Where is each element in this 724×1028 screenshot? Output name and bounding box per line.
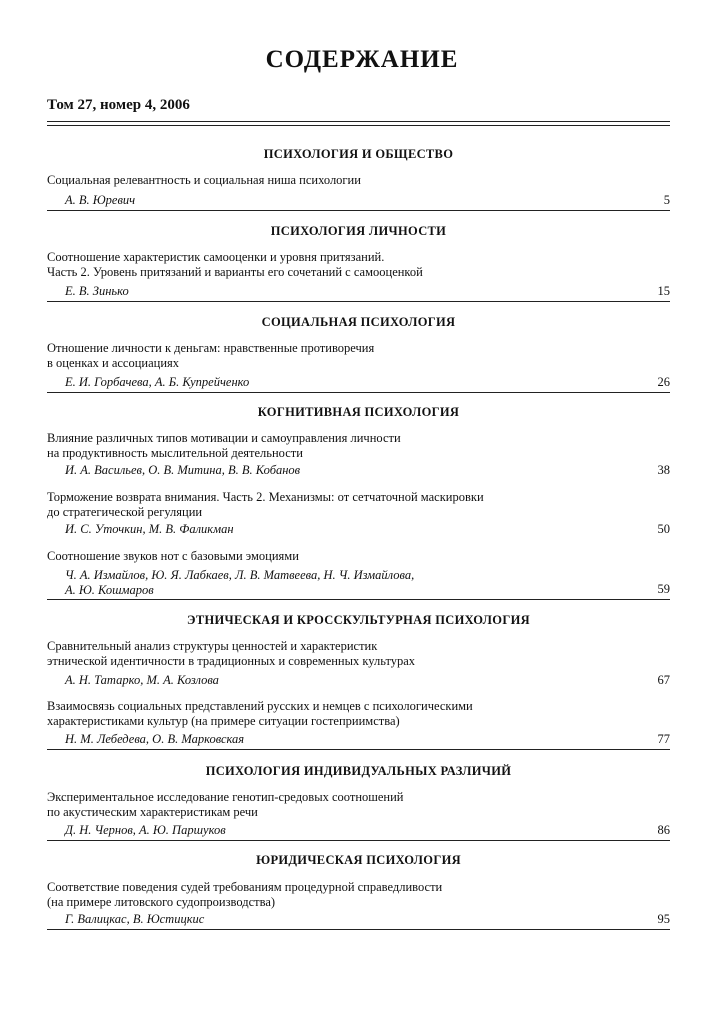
article-authors: А. Н. Татарко, М. А. Козлова [65,673,219,687]
article-page: 67 [657,673,670,687]
divider [47,599,670,600]
article-page: 50 [657,522,670,536]
divider [47,210,670,211]
article-authors: И. С. Уточкин, М. В. Фаликман [65,522,234,536]
section-heading: ПСИХОЛОГИЯ ЛИЧНОСТИ [270,224,447,238]
article-title: Торможение возврата внимания. Часть 2. Механизмы: от сетчаточной маскировки до стратегической регуляции [47,490,484,519]
section-heading: ЭТНИЧЕСКАЯ И КРОССКУЛЬТУРНАЯ ПСИХОЛОГИЯ [187,613,530,627]
volume-info: Том 27, номер 4, 2006 [47,97,190,113]
section-heading: ПСИХОЛОГИЯ ИНДИВИДУАЛЬНЫХ РАЗЛИЧИЙ [205,764,512,778]
article-page: 59 [657,582,670,596]
article-authors: И. А. Васильев, О. В. Митина, В. В. Кобанов [65,463,301,477]
article-authors: Е. И. Горбачева, А. Б. Купрейченко [65,375,250,389]
section-heading: СОЦИАЛЬНАЯ ПСИХОЛОГИЯ [261,315,456,329]
article-title: Экспериментальное исследование генотип-средовых соотношений по акустическим характеристикам речи [47,790,404,819]
divider [47,840,670,841]
article-authors: Е. В. Зинько [65,284,129,298]
article-page: 38 [657,463,670,477]
article-page: 95 [657,912,670,926]
article-title: Социальная релевантность и социальная ниша психологии [47,173,361,187]
divider [47,929,670,930]
header-double-rule [47,121,670,126]
article-page: 77 [657,732,670,746]
section-heading: КОГНИТИВНАЯ ПСИХОЛОГИЯ [257,405,460,419]
article-title: Сравнительный анализ структуры ценностей и характеристик этнической идентичности в традиционных и современных культурах [47,639,416,668]
divider [47,392,670,393]
divider [47,749,670,750]
article-authors: Г. Валицкас, В. Юстицкис [65,912,205,926]
article-authors: А. В. Юревич [65,193,136,207]
page-title: СОДЕРЖАНИЕ [265,46,459,73]
article-page: 15 [657,284,670,298]
article-title: Отношение личности к деньгам: нравственные противоречия в оценках и ассоциациях [47,341,375,370]
article-page: 86 [657,823,670,837]
article-authors: Ч. А. Измайлов, Ю. Я. Лабкаев, Л. В. Матвеева, Н. Ч. Измайлова, А. Ю. Кошмаров [65,568,415,597]
section-heading: ПСИХОЛОГИЯ И ОБЩЕСТВО [263,147,454,161]
article-authors: Д. Н. Чернов, А. Ю. Паршуков [65,823,226,837]
article-page: 26 [657,375,670,389]
article-page: 5 [663,193,670,207]
article-title: Соотношение характеристик самооценки и уровня притязаний. Часть 2. Уровень притязаний и варианты его сочетаний с самооценкой [47,250,423,279]
divider [47,301,670,302]
article-title: Соответствие поведения судей требованиям процедурной справедливости (на примере литовского судопроизводства) [47,880,443,909]
article-title: Влияние различных типов мотивации и самоуправления личности на продуктивность мыслительной деятельности [47,431,401,460]
article-authors: Н. М. Лебедева, О. В. Марковская [65,732,245,746]
section-heading: ЮРИДИЧЕСКАЯ ПСИХОЛОГИЯ [256,853,461,867]
article-title: Взаимосвязь социальных представлений русских и немцев с психологическими характеристиками культур (на примере ситуации гостеприимства) [47,699,473,728]
article-title: Соотношение звуков нот с базовыми эмоциями [47,549,299,563]
